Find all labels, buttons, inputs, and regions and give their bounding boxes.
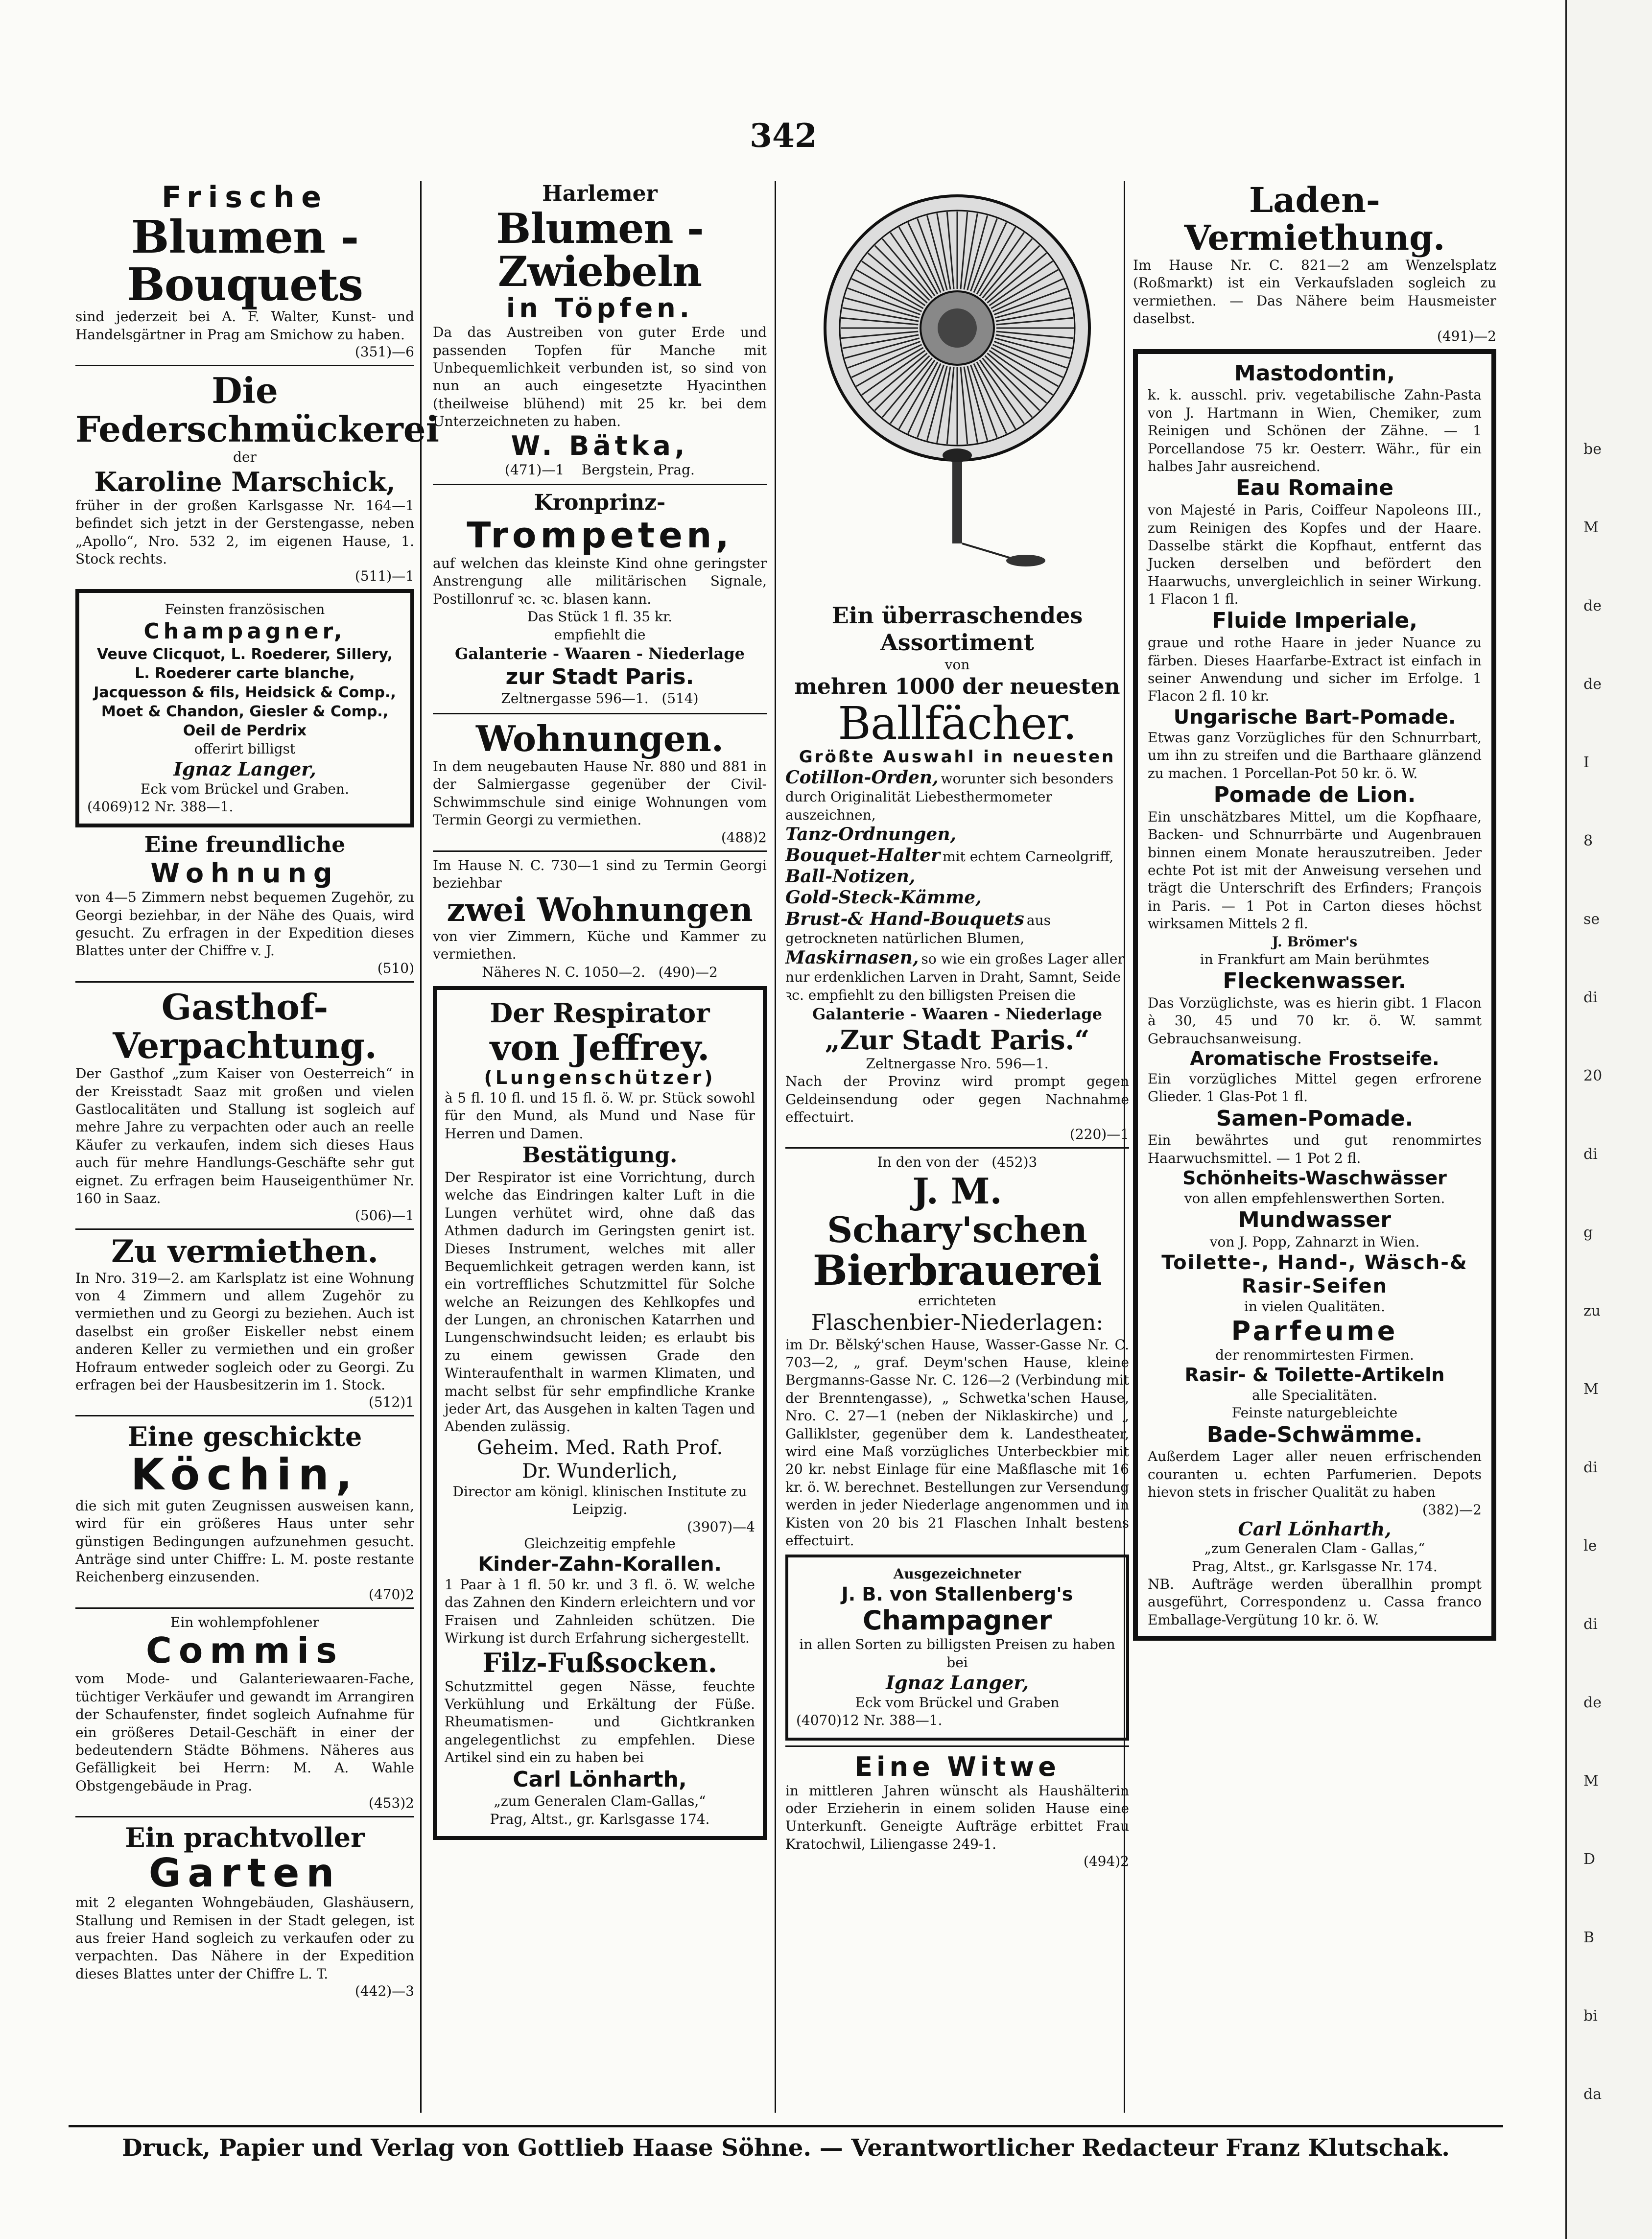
ad-ref: (220)—1 bbox=[1069, 1126, 1129, 1143]
ad-section-title: Kinder-Zahn-Korallen. bbox=[478, 1553, 722, 1576]
ad-heading: mehren 1000 der neuesten bbox=[794, 674, 1120, 699]
edge-text-fragment: be bbox=[1583, 441, 1602, 458]
ad-respirator-box bbox=[433, 986, 767, 1840]
ad-body: mit 2 eleganten Wohngebäuden, Glashäusern, Stallung und Remisen in der Stadt gelegen, ist aus freier Hand sogleich zu verkaufen oder zu verpachten. Das Nähere in der Expedition dieses Blattes unter der Chiffre L. T. bbox=[75, 1894, 414, 1982]
edge-text-fragment: da bbox=[1583, 2086, 1602, 2103]
ad-signature: Geheim. Med. Rath Prof. bbox=[476, 1436, 723, 1459]
ad-addr: Prag, Altst., gr. Karlsgasse 174. bbox=[490, 1811, 710, 1827]
ad-stallenberg-box bbox=[785, 1555, 1129, 1740]
ad-federschmueckerei bbox=[75, 369, 439, 585]
ad-title: Ballfächer. bbox=[838, 697, 1077, 750]
ad-ref: (382)—2 bbox=[1422, 1501, 1482, 1518]
ad-text: Ausgezeichneter bbox=[893, 1566, 1021, 1582]
product-body: k. k. ausschl. priv. vegetabilische Zahn-Pasta von J. Hartmann in Wien, Chemiker, zum Reinigen und Schönen der Zähne. — 1 Porcellandose 75 kr. Oesterr. Währ., für ein halbes Jahr ausreichend. bbox=[1148, 387, 1482, 474]
ad-heading: Harlemer bbox=[542, 181, 658, 206]
ad-title: Eine Witwe bbox=[854, 1751, 1060, 1782]
ad-text: empfiehlt die bbox=[554, 626, 646, 643]
edge-text-fragment: I bbox=[1583, 754, 1589, 771]
ad-trompeten bbox=[433, 490, 767, 708]
ad-garten bbox=[75, 1822, 414, 1999]
ad-gasthof bbox=[75, 988, 414, 1224]
ad-item: Gold-Steck-Kämme, bbox=[785, 887, 982, 908]
ad-price: Das Stück 1 fl. 35 kr. bbox=[527, 609, 673, 625]
product-title: Fluide Imperiale, bbox=[1212, 608, 1417, 634]
edge-text-fragment: B bbox=[1583, 1929, 1595, 1946]
ad-ref: (3907)—4 bbox=[687, 1518, 755, 1535]
ad-body: sind jederzeit bei A. F. Walter, Kunst- und Handelsgärtner in Prag am Smichow zu haben. bbox=[75, 308, 414, 343]
ad-shop: „zum Generalen Clam - Gallas,“ bbox=[1204, 1540, 1425, 1557]
ad-ref: (512)1 bbox=[368, 1394, 414, 1411]
ad-ref: (4070)12 Nr. 388—1. bbox=[796, 1712, 943, 1729]
divider bbox=[433, 713, 767, 714]
ad-ref: (490)—2 bbox=[658, 964, 718, 980]
edge-text-fragment: de bbox=[1583, 1694, 1602, 1711]
ad-title: Verpachtung. bbox=[113, 1024, 377, 1066]
edge-text-fragment: D bbox=[1583, 1851, 1596, 1868]
ad-body: von vier Zimmern, Küche und Kammer zu vermiethen. bbox=[433, 928, 767, 963]
ad-title: zwei Wohnungen bbox=[447, 891, 753, 929]
ad-addr: Zeltnergasse 596—1. bbox=[501, 690, 649, 707]
ad-subtitle: in Töpfen. bbox=[506, 293, 694, 324]
edge-text-fragment: M bbox=[1583, 1381, 1599, 1398]
ad-title: Champagner, bbox=[143, 618, 346, 644]
product-body: Ein bewährtes und gut renommirtes Haarwuchsmittel. — 1 Pot 2 fl. bbox=[1148, 1132, 1482, 1166]
ad-item-text: so wie ein großes Lager aller nur erdenklichen Larven in Draht, Samnt, Seide ꝛc. empfiehlt zu den billigsten Preisen die bbox=[785, 951, 1124, 1003]
ad-heading: Ein prachtvoller bbox=[125, 1822, 365, 1854]
ad-title: Commis bbox=[146, 1630, 344, 1672]
ad-address bbox=[433, 690, 767, 707]
ad-ref: (514) bbox=[661, 690, 699, 707]
product-title: Pomade de Lion. bbox=[1213, 782, 1416, 807]
ad-address bbox=[433, 461, 767, 479]
ad-text-pre: In den von der bbox=[877, 1154, 979, 1171]
ad-note: NB. Aufträge werden überallhin prompt ausgeführt, Correspondenz u. Cassa franco Emballage-Vergütung 10 kr. ö. W. bbox=[1148, 1576, 1482, 1628]
ad-name: Carl Lönharth, bbox=[513, 1767, 687, 1792]
ad-item: Cotillon-Orden, bbox=[785, 767, 939, 788]
product-title: Toilette-, Hand-, Wäsch-& Rasir-Seifen bbox=[1161, 1251, 1468, 1298]
product-title: Fleckenwasser. bbox=[1223, 968, 1407, 994]
ad-ref: (506)—1 bbox=[354, 1207, 414, 1224]
ad-heading: Eine freundliche bbox=[144, 832, 346, 858]
ad-text: errichteten bbox=[918, 1293, 996, 1309]
edge-text-fragment: di bbox=[1583, 1459, 1598, 1476]
ad-zu-vermiethen bbox=[75, 1235, 414, 1410]
ad-ref: (491)—2 bbox=[1437, 328, 1496, 344]
divider bbox=[75, 1607, 414, 1609]
ad-text: offerirt billigst bbox=[194, 740, 296, 757]
product-body: Ein vorzügliches Mittel gegen erfrorene Glieder. 1 Glas-Pot 1 fl. bbox=[1148, 1070, 1482, 1105]
ad-ref: (452)3 bbox=[991, 1154, 1038, 1171]
ad-shop: „zum Generalen Clam-Gallas,“ bbox=[494, 1793, 706, 1810]
product-title: Samen-Pomade. bbox=[1216, 1106, 1414, 1131]
divider bbox=[785, 1147, 1129, 1149]
ad-heading: Ein überraschendes Assortiment bbox=[831, 602, 1083, 656]
ad-address bbox=[433, 964, 767, 981]
divider bbox=[75, 365, 414, 366]
ad-body: in allen Sorten zu billigsten Preisen zu haben bei bbox=[799, 1636, 1115, 1671]
product-body: in vielen Qualitäten. bbox=[1244, 1298, 1385, 1315]
ad-title: Trompeten, bbox=[467, 514, 733, 556]
ad-body: In Nro. 319—2. am Karlsplatz ist eine Wohnung von 4 Zimmern und allem Zugehör zu vermiethen und zu Georgi zu beziehen. Auch ist daselbst ein großer Eiskeller nebst einem anderen Keller zu vermiethen und ein großer Hofraum entweder sogleich oder zu Georgi. Zu erfragen bei der Hausbesitzerin im 1. Stock. bbox=[75, 1270, 414, 1393]
ad-body: Nach der Provinz wird prompt gegen Geldeinsendung oder gegen Nachnahme effectuirt. bbox=[785, 1073, 1129, 1126]
ad-body: vom Mode- und Galanteriewaaren-Fache, tüchtiger Verkäufer und gewandt im Arrangiren der Schaufenster, findet sogleich Aufnahme für ein größeres Detail-Geschäft in einer der bedeutendern Städte Böhmens. Näheres aus Gefälligkeit bei Herrn: M. A. Wahle Obstgengebäude in Prag. bbox=[75, 1671, 414, 1794]
ad-title: Wohnungen. bbox=[476, 717, 724, 759]
column-4 bbox=[1126, 181, 1503, 1646]
ad-shop: Galanterie - Waaren - Niederlage bbox=[455, 644, 745, 663]
product-title: Rasir- & Toilette-Artikeln bbox=[1184, 1364, 1445, 1386]
ad-heading: Eine geschickte bbox=[127, 1421, 362, 1453]
ad-name: Karoline Marschick, bbox=[94, 466, 396, 497]
ad-text: Eck vom Brückel und Graben. bbox=[141, 780, 349, 797]
ad-item: Bouquet-Halter bbox=[785, 845, 940, 866]
ad-ref: (488)2 bbox=[721, 829, 767, 846]
product-body: graue und rothe Haare in jeder Nuance zu färben. Dieses Haarfarbe-Extract ist einfach in seiner Anwendung und sicher im Erfolge. 1 Flacon 2 fl. 10 kr. bbox=[1148, 635, 1482, 705]
ad-seller: Ignaz Langer, bbox=[886, 1672, 1029, 1694]
edge-text-fragment: de bbox=[1583, 676, 1602, 693]
ad-item: Maskirnasen, bbox=[785, 947, 919, 968]
product-body: von Majesté in Paris, Coiffeur Napoleons III., zum Reinigen des Kopfes und der Haare. Dasselbe stärkt die Kopfhaut, entfernt das Jucken derselben und befördert den Haarwuchs, unvergleichlich in seiner Wirkung. 1 Flacon 1 fl. bbox=[1148, 502, 1482, 608]
ad-ref: (453)2 bbox=[368, 1795, 414, 1812]
ad-parfumerie-box bbox=[1133, 349, 1496, 1641]
product-title: Mastodontin, bbox=[1234, 360, 1395, 386]
column-1 bbox=[69, 180, 439, 2004]
ad-name: W. Bätka, bbox=[511, 430, 689, 461]
edge-text-fragment: de bbox=[1583, 597, 1602, 614]
column-2 bbox=[426, 181, 774, 1845]
edge-text-fragment: se bbox=[1583, 911, 1600, 928]
divider bbox=[75, 981, 414, 983]
ad-title: Laden-Vermiethung. bbox=[1184, 180, 1445, 258]
ad-name: Ignaz Langer, bbox=[173, 757, 316, 780]
divider bbox=[75, 1415, 414, 1416]
ad-heading: J. M. Schary'schen bbox=[827, 1170, 1087, 1251]
ad-title: Köchin, bbox=[130, 1449, 359, 1500]
ad-commis bbox=[75, 1614, 414, 1811]
ad-body: von 4—5 Zimmern nebst bequemen Zugehör, zu Georgi beziehbar, in der Nähe des Quais, wird gesucht. Zu erfragen in der Expedition dieses Blattes unter der Chiffre v. J. bbox=[75, 889, 414, 959]
ad-name: J. B. von Stallenberg's bbox=[841, 1583, 1073, 1605]
product-body: Ein unschätzbares Mittel, um die Kopfhaare, Backen- und Schnurrbärte und Augenbrauen binnen einem Monate herauszutreiben. Jeder echte Pot ist mit der Anweisung versehen und trägt die Unterschrift des Erfinders; François in Paris. — 1 Pot in Carton dieses höchst wirksamen Mittels 2 fl. bbox=[1148, 808, 1482, 932]
ad-item-text: worunter sich besonders durch Originalität Liebesthermometer auszeichnen, bbox=[785, 770, 1113, 823]
ad-body: In dem neugebauten Hause Nr. 880 und 881 in der Salmiergasse gegenüber der Civil-Schwimmschule sind einige Wohnungen vom Termin Georgi zu vermiethen. bbox=[433, 758, 767, 828]
edge-text-fragment: di bbox=[1583, 1616, 1598, 1633]
product-title: Parfeume bbox=[1231, 1315, 1398, 1346]
product-title: Mundwasser bbox=[1238, 1207, 1392, 1233]
product-pre: Feinste naturgebleichte bbox=[1231, 1405, 1398, 1421]
divider bbox=[433, 850, 767, 852]
product-body: von J. Popp, Zahnarzt in Wien. bbox=[1209, 1234, 1420, 1250]
ad-text bbox=[785, 1154, 1129, 1171]
ad-body: im Dr. Bělský'schen Hause, Wasser-Gasse Nr. C. 703—2, „ graf. Deym'schen Hause, kleine Bergmanns-Gasse Nr. C. 126—2 (Verbindung mit der Brenntengasse), „ Schwetka'schen Hause, Nro. C. 27—1 (neben der Niklaskirche) und „ Galliklster, gegenüber dem k. Landestheater, wird eine Maß vorzügliches Unterbeckbier mit 20 kr. nebst Einlage für eine Maßflasche mit 16 kr. ö. W. berechnet. Bestellungen zur Versendung werden in jeder Niederlage angenommen und in Kisten von 20 bis 21 Flaschen Inhalt bestens effectuirt. bbox=[785, 1336, 1129, 1549]
ad-item-text: aus getrockneten natürlichen Blumen, bbox=[785, 912, 1051, 946]
edge-text-fragment: g bbox=[1583, 1224, 1593, 1241]
edge-text-fragment: le bbox=[1583, 1537, 1597, 1555]
ad-heading: Frische bbox=[162, 180, 328, 214]
ad-text: der bbox=[233, 449, 257, 466]
product-title: Bade-Schwämme. bbox=[1206, 1422, 1423, 1447]
ad-title: Zu vermiethen. bbox=[111, 1233, 378, 1271]
ad-subtitle: Flaschenbier-Niederlagen: bbox=[811, 1310, 1104, 1335]
ad-blumen-bouquets bbox=[75, 181, 414, 360]
ad-title: von Jeffrey. bbox=[490, 1027, 710, 1069]
ad-item: Ball-Notizen, bbox=[785, 866, 916, 887]
ad-addr: Prag, Altst., gr. Karlsgasse Nr. 174. bbox=[1192, 1558, 1438, 1575]
product-title: Eau Romaine bbox=[1235, 475, 1394, 501]
ad-ref: (470)2 bbox=[368, 1586, 414, 1603]
ad-ref: (494)2 bbox=[1083, 1853, 1129, 1870]
ad-item: Tanz-Ordnungen, bbox=[785, 824, 957, 845]
ad-text: von bbox=[944, 657, 970, 673]
ad-zwei-wohnungen bbox=[433, 857, 767, 982]
ad-section-title: Bestätigung. bbox=[522, 1143, 678, 1168]
ad-blumen-zwiebeln bbox=[433, 181, 767, 479]
product-pre: J. Brömer's bbox=[1272, 933, 1358, 950]
ad-brands: Veuve Clicquot, L. Roederer, Sillery, L. Roederer carte blanche, Jacquesson & fils, Heidsick & Comp., Moet & Chandon, Giesler & Comp., Oeil de Perdrix bbox=[94, 645, 396, 739]
adjacent-page-edge bbox=[1565, 0, 1652, 2239]
edge-text-fragment: di bbox=[1583, 989, 1598, 1006]
ad-shop-name: zur Stadt Paris. bbox=[505, 664, 694, 689]
ad-laden-vermiethung bbox=[1133, 181, 1496, 344]
divider bbox=[75, 1816, 414, 1817]
ad-champagner-box bbox=[75, 589, 414, 827]
ad-text: Feinsten französischen bbox=[165, 601, 325, 618]
ad-witwe bbox=[785, 1752, 1129, 1870]
ad-item-text: mit echtem Carneolgriff, bbox=[943, 848, 1114, 865]
product-title: Ungarische Bart-Pomade. bbox=[1173, 706, 1456, 729]
product-body: der renommirtesten Firmen. bbox=[1215, 1346, 1414, 1363]
fan-icon bbox=[825, 196, 1089, 566]
product-body: Das Vorzüglichste, was es hierin gibt. 1 Flacon à 30, 45 und 70 kr. ö. W. sammt Gebrauchsanweisung. bbox=[1148, 995, 1482, 1047]
product-body: Außerdem Lager aller neuen erfrischenden couranten u. echten Parfumerien. Depots hievon stets in frischer Qualität zu haben bbox=[1148, 1448, 1482, 1501]
ad-name: Carl Lönharth, bbox=[1238, 1517, 1392, 1540]
ad-heading: Ein wohlempfohlener bbox=[170, 1614, 319, 1630]
ad-title: Die Federschmückerei bbox=[75, 369, 439, 450]
ad-ref: (351)—6 bbox=[354, 343, 414, 360]
column-3 bbox=[779, 181, 1136, 1874]
ad-ref: (510) bbox=[377, 960, 414, 976]
edge-text-fragment: 8 bbox=[1583, 832, 1593, 849]
ad-bierbrauerei bbox=[785, 1154, 1129, 1550]
column-rule bbox=[775, 181, 776, 2113]
ad-signature: Dr. Wunderlich, bbox=[521, 1460, 678, 1483]
ad-items bbox=[785, 767, 1129, 1004]
ad-section-title: Filz-Fußsocken. bbox=[482, 1647, 717, 1678]
ad-addr: Eck vom Brückel und Graben bbox=[855, 1694, 1060, 1711]
product-body: von allen empfehlenswerthen Sorten. bbox=[1184, 1190, 1445, 1206]
ad-addr: Zeltnergasse Nro. 596—1. bbox=[866, 1055, 1049, 1072]
ad-body: Der Respirator ist eine Vorrichtung, durch welche das Eindringen kalter Luft in die Lungen verhütet wird, ohne daß das Athmen dadurch im Geringsten genirt ist. Dieses Instrument, welches mit aller Bequemlichkeit getragen werden kann, ist ein vortreffliches Schutzmittel für Solche welche an Reizungen des Kehlkopfes und der Lungen, an chronischen Katarrhen und Lungenschwindsucht leiden; es erlaubt bis zu einem gewissen Grade den Winteraufenthalt in warmen Klimaten, und macht selbst für sehr empfindliche Kranke jeder Art, das Ausgehen in kalten Tagen und Abenden zulässig. bbox=[445, 1169, 755, 1435]
ad-title: Blumen - Bouquets bbox=[126, 211, 363, 311]
product-body: Etwas ganz Vorzügliches für den Schnurrbart, um ihn zu streifen und die Barthaare glänzend zu machen. 1 Porcellan-Pot 50 kr. ö. W. bbox=[1148, 729, 1482, 781]
ad-koechin bbox=[75, 1421, 414, 1602]
divider bbox=[785, 1745, 1129, 1747]
ad-text: Director am königl. klinischen Institute zu Leipzig. bbox=[452, 1483, 747, 1518]
ad-ballfaecher bbox=[785, 602, 1129, 1142]
edge-text-fragment: M bbox=[1583, 1772, 1599, 1790]
ad-shop-name: „Zur Stadt Paris.“ bbox=[825, 1024, 1090, 1056]
ad-addr: Näheres N. C. 1050—2. bbox=[482, 964, 645, 980]
edge-text-fragment: di bbox=[1583, 1146, 1598, 1163]
ad-ref: (4069)12 Nr. 388—1. bbox=[87, 798, 234, 815]
ad-ref: (471)—1 bbox=[505, 461, 565, 478]
edge-text-fragment: bi bbox=[1583, 2007, 1598, 2025]
ad-body: auf welchen das kleinste Kind ohne geringster Anstrengung alle militärischen Signale, Postillonruf ꝛc. ꝛc. blasen kann. bbox=[433, 555, 767, 607]
product-pre: in Frankfurt am Main berühmtes bbox=[1200, 951, 1430, 967]
ad-wohnung bbox=[75, 832, 414, 976]
ad-title: Blumen - Zwiebeln bbox=[496, 204, 704, 296]
ad-price: à 5 fl. 10 fl. und 15 fl. ö. W. pr. Stück sowohl für den Mund, als Mund und Nase für Herren und Damen. bbox=[445, 1089, 755, 1142]
ad-body: die sich mit guten Zeugnissen ausweisen kann, wird für ein größeres Haus unter sehr günstigen Bedingungen aufzunehmen gesucht. Anträge sind unter Chiffre: L. M. poste restante Reichenberg einzusenden. bbox=[75, 1497, 414, 1585]
ad-body: Der Gasthof „zum Kaiser von Oesterreich“ in der Kreisstadt Saaz mit großen und vielen Gastlocalitäten und Stallung ist sogleich auf mehre Jahre zu verpachten oder auch an reelle Käufer zu verkaufen, indem sich dieses Haus auch für mehre Handlungs-Geschäfte sehr gut eignet. Zu erfragen beim Hauseigenthümer Nr. 160 in Saaz. bbox=[75, 1065, 414, 1206]
imprint-footer: Druck, Papier und Verlag von Gottlieb Haase Söhne. — Verantwortlicher Redacteur Franz Klutschak. bbox=[69, 2125, 1503, 2162]
ad-heading: Größte Auswahl in neuesten bbox=[799, 747, 1116, 767]
edge-text-fragment: 20 bbox=[1583, 1067, 1603, 1084]
ad-wohnungen bbox=[433, 719, 767, 846]
ad-heading: Der Respirator bbox=[490, 997, 710, 1029]
product-body: alle Specialitäten. bbox=[1252, 1387, 1377, 1403]
ad-body: 1 Paar à 1 fl. 50 kr. und 3 fl. ö. W. welche das Zahnen den Kindern erleichtern und vor Fraisen und Zahnleiden schützen. Die Wirkung ist durch Erfahrung sichergestellt. bbox=[445, 1576, 755, 1647]
ad-text: Gleichzeitig empfehle bbox=[524, 1535, 676, 1552]
ad-title: Garten bbox=[148, 1850, 341, 1896]
ad-body: Da das Austreiben von guter Erde und passenden Topfen für Manche mit Unbequemlichkeit verbunden ist, so sind von nun an auch eingesetzte Hyacinthen (theilweise blühend) mit 25 kr. bei dem Unterzeichneten zu haben. bbox=[433, 324, 767, 430]
ad-title: Wohnung bbox=[150, 858, 339, 889]
divider bbox=[75, 1228, 414, 1230]
ad-heading: Kronprinz- bbox=[534, 490, 666, 516]
ad-text: Im Hause N. C. 730—1 sind zu Termin Georgi beziehbar bbox=[433, 857, 767, 891]
ad-ref: (511)—1 bbox=[354, 568, 414, 585]
ad-addr: Bergstein, Prag. bbox=[581, 461, 695, 478]
ad-subtitle: (Lungenschützer) bbox=[484, 1067, 716, 1089]
product-title: Aromatische Frostseife. bbox=[1190, 1048, 1440, 1070]
ad-body: früher in der großen Karlsgasse Nr. 164—1 befindet sich jetzt in der Gerstengasse, neben „Apollo“, Nro. 532 2, im eigenen Hause, 1. Stock rechts. bbox=[75, 497, 414, 567]
ad-title: Champagner bbox=[862, 1605, 1052, 1636]
product-title: Schönheits-Waschwässer bbox=[1182, 1167, 1447, 1189]
ad-body: Schutzmittel gegen Nässe, feuchte Verkühlung und Erkältung der Füße. Rheumatismen- und Gichtkranken angelegentlichst zu empfehlen. Diese Artikel sind ein zu haben bei bbox=[445, 1678, 755, 1766]
ad-item: Brust-& Hand-Bouquets bbox=[785, 908, 1024, 929]
edge-text-fragment: M bbox=[1583, 519, 1599, 536]
fan-illustration bbox=[815, 181, 1099, 602]
ad-ref: (442)—3 bbox=[354, 1983, 414, 2000]
ad-heading: Gasthof- bbox=[161, 986, 329, 1028]
ad-body: in mittleren Jahren wünscht als Haushälterin oder Erzieherin in einem soliden Hause eine Unterkunft. Geneigte Aufträge erbittet Frau Kratochwil, Liliengasse 249-1. bbox=[785, 1782, 1129, 1852]
ad-shop: Galanterie - Waaren - Niederlage bbox=[812, 1005, 1102, 1024]
ad-body: Im Hause Nr. C. 821—2 am Wenzelsplatz (Roßmarkt) ist ein Verkaufsladen sogleich zu vermiethen. — Das Nähere beim Hausmeister daselbst. bbox=[1133, 257, 1496, 327]
divider bbox=[433, 484, 767, 485]
page-number: 342 bbox=[750, 117, 817, 155]
edge-text-fragment: zu bbox=[1583, 1302, 1601, 1320]
ad-title: Bierbrauerei bbox=[812, 1246, 1102, 1295]
